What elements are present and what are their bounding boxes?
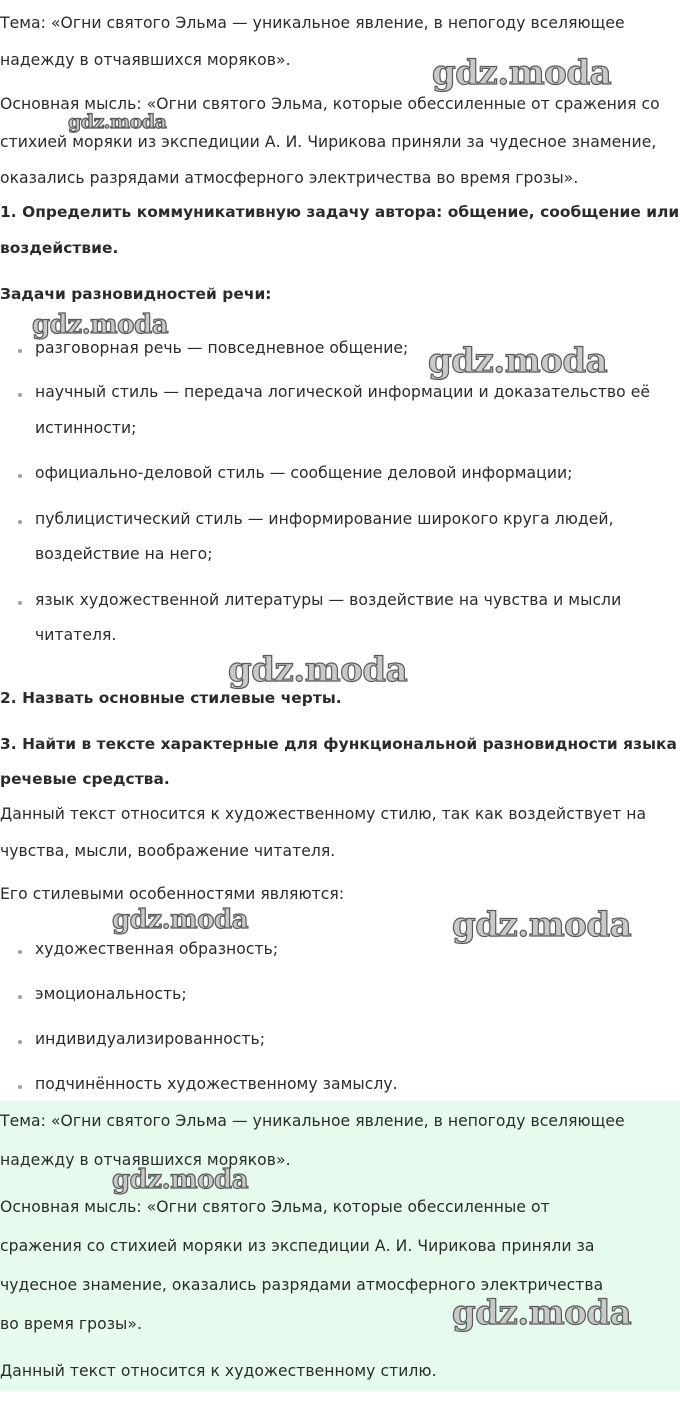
summary-idea-line-1: Основная мысль: «Огни святого Эльма, которые обессиленные от bbox=[0, 1198, 550, 1216]
features-heading: Его стилевыми особенностями являются: bbox=[0, 885, 345, 903]
bullet-icon bbox=[18, 520, 22, 524]
watermark-logo: gdz.moda bbox=[432, 53, 612, 93]
feature-item-2: эмоциональность; bbox=[35, 985, 187, 1003]
task-1-line-2: воздействие. bbox=[0, 239, 119, 257]
bullet-icon bbox=[18, 393, 22, 397]
bullet-icon bbox=[18, 1085, 22, 1089]
summary-idea-line-4: во время грозы». bbox=[0, 1315, 143, 1333]
style-item-4-line-2: воздействие на него; bbox=[35, 545, 213, 563]
bullet-icon bbox=[18, 474, 22, 478]
style-item-2-line-1: научный стиль — передача логической информации и доказательство её bbox=[35, 383, 651, 401]
bullet-icon bbox=[18, 1040, 22, 1044]
feature-item-4: подчинённость художественному замыслу. bbox=[35, 1075, 398, 1093]
main-idea-line-1: Основная мысль: «Огни святого Эльма, которые обессиленные от сражения со bbox=[0, 95, 660, 113]
theme-line-1: Тема: «Огни святого Эльма — уникальное явление, в непогоду вселяющее bbox=[0, 14, 625, 32]
bullet-icon bbox=[18, 601, 22, 605]
style-statement-line-2: чувства, мысли, воображение читателя. bbox=[0, 842, 336, 860]
watermark-logo: gdz.moda bbox=[112, 905, 249, 935]
style-item-1: разговорная речь — повседневное общение; bbox=[35, 339, 409, 357]
style-item-4-line-1: публицистический стиль — информирование широкого круга людей, bbox=[35, 510, 614, 528]
watermark-logo: gdz.moda bbox=[452, 1293, 632, 1333]
task-3-line-1: 3. Найти в тексте характерные для функциональной разновидности языка bbox=[0, 735, 677, 753]
style-item-2-line-2: истинности; bbox=[35, 419, 137, 437]
task-2: 2. Назвать основные стилевые черты. bbox=[0, 689, 342, 707]
task-1-line-1: 1. Определить коммуникативную задачу автора: общение, сообщение или bbox=[0, 203, 680, 221]
style-statement-line-1: Данный текст относится к художественному стилю, так как воздействует на bbox=[0, 805, 647, 823]
watermark-logo: gdz.moda bbox=[428, 341, 608, 381]
summary-theme-line-2: надежду в отчаявшихся моряков». bbox=[0, 1151, 291, 1169]
summary-idea-line-2: сражения со стихией моряки из экспедиции А. И. Чирикова приняли за bbox=[0, 1237, 595, 1255]
main-idea-line-2: стихией моряки из экспедиции А. И. Чирикова приняли за чудесное знамение, bbox=[0, 133, 657, 151]
theme-line-2: надежду в отчаявшихся моряков». bbox=[0, 51, 291, 69]
summary-theme-line-1: Тема: «Огни святого Эльма — уникальное явление, в непогоду вселяющее bbox=[0, 1112, 625, 1130]
style-item-3: официально-деловой стиль — сообщение деловой информации; bbox=[35, 464, 573, 482]
summary-style-line: Данный текст относится к художественному стилю. bbox=[0, 1362, 437, 1380]
bullet-icon bbox=[18, 950, 22, 954]
feature-item-1: художественная образность; bbox=[35, 940, 279, 958]
main-idea-line-3: оказались разрядами атмосферного электричества во время грозы». bbox=[0, 169, 579, 187]
bullet-icon bbox=[18, 349, 22, 353]
watermark-logo: gdz.moda bbox=[68, 111, 167, 133]
watermark-logo: gdz.moda bbox=[32, 310, 169, 340]
watermark-logo: gdz.moda bbox=[112, 1165, 249, 1195]
feature-item-3: индивидуализированность; bbox=[35, 1030, 266, 1048]
watermark-logo: gdz.moda bbox=[452, 905, 632, 945]
tasks-heading: Задачи разновидностей речи: bbox=[0, 285, 272, 303]
style-item-5-line-1: язык художественной литературы — воздействие на чувства и мысли bbox=[35, 591, 622, 609]
watermark-logo: gdz.moda bbox=[228, 650, 408, 690]
style-item-5-line-2: читателя. bbox=[35, 626, 117, 644]
summary-idea-line-3: чудесное знамение, оказались разрядами атмосферного электричества bbox=[0, 1276, 604, 1294]
bullet-icon bbox=[18, 995, 22, 999]
task-3-line-2: речевые средства. bbox=[0, 770, 170, 788]
